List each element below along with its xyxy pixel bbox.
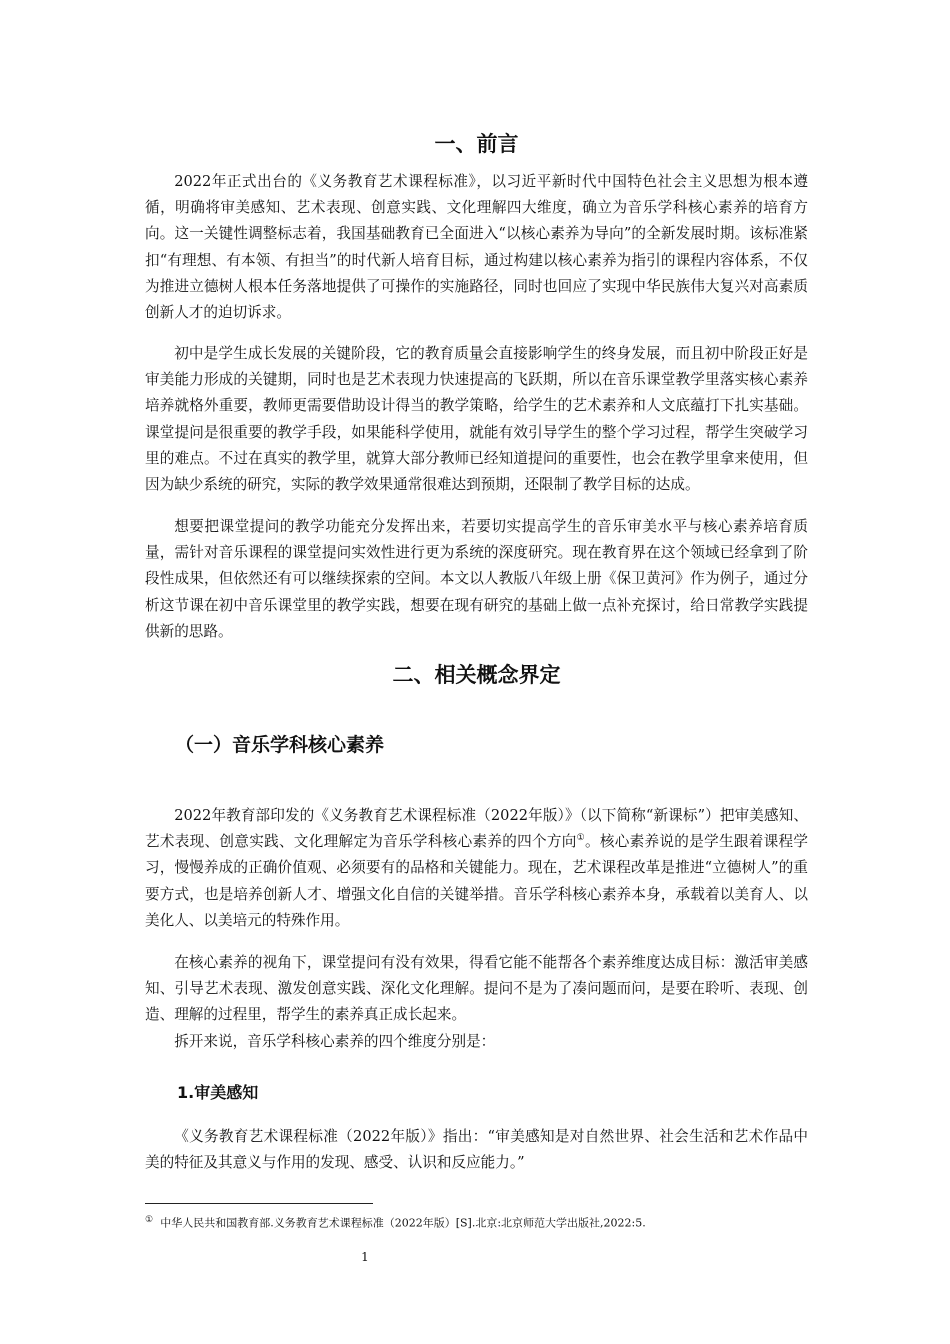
section-title-concepts: 二、相关概念界定 bbox=[392, 663, 561, 687]
section-title-preface: 一、前言 bbox=[434, 132, 519, 156]
paragraph: 在核心素养的视角下，课堂提问有没有效果，得看它能不能帮各个素养维度达成目标：激活审美感知、引导艺术表现、激发创意实践、深化文化理解。提问不是为了凑问题而问，是要在聆听、表现、创造、理解的过程里，帮学生的素养真正成长起来。 bbox=[145, 954, 808, 1024]
paragraph-text: 2022年教育部印发的《义务教育艺术课程标准（2022年版）》（以下简称“新课标”）把审美感知、艺术表现、创意实践、文化理解定为音乐学科核心素养的四个方向 bbox=[145, 807, 808, 851]
footnote bbox=[145, 1212, 808, 1232]
page-number: 1 bbox=[361, 1250, 369, 1264]
paragraph: 初中是学生成长发展的关键阶段，它的教育质量会直接影响学生的终身发展，而且初中阶段正好是审美能力形成的关键期，同时也是艺术表现力快速提高的飞跃期，所以在音乐课堂教学里落实核心素养培养就格外重要，教师更需要借助设计得当的教学策略，给学生的艺术素养和人文底蕴打下扎实基础。课堂提问是很重要的教学手段，如果能科学使用，就能有效引导学生的整个学习过程，帮学生突破学习里的难点。不过在真实的教学里，就算大部分教师已经知道提问的重要性，也会在教学里拿来使用，但因为缺少系统的研究，实际的教学效果通常很难达到预期，还限制了教学目标的达成。 bbox=[145, 345, 808, 494]
paragraph: 拆开来说，音乐学科核心素养的四个维度分别是： bbox=[174, 1033, 496, 1050]
paragraph: 想要把课堂提问的教学功能充分发挥出来，若要切实提高学生的音乐审美水平与核心素养培育质量，需针对音乐课程的课堂提问实效性进行更为系统的深度研究。现在教育界在这个领域已经拿到了阶段性成果，但依然还有可以继续探索的空间。本文以人教版八年级上册《保卫黄河》作为例子，通过分析这节课在初中音乐课堂里的教学实践，想要在现有研究的基础上做一点补充探讨，给日常教学实践提供新的思路。 bbox=[145, 518, 808, 640]
paragraph bbox=[145, 803, 808, 934]
footnote-divider bbox=[145, 1203, 373, 1204]
heading-aesthetic-perception: 1.审美感知 bbox=[177, 1083, 259, 1102]
paragraph-text: 。核心素养说的是学生跟着课程学习，慢慢养成的正确价值观、必须要有的品格和关键能力。现在，艺术课程改革是推进“立德树人”的重要方式，也是培养创新人才、增强文化自信的关键举措。音乐学科核心素养本身，承载着以美育人、以美化人、以美培元的特殊作用。 bbox=[145, 833, 808, 929]
paragraph: 《义务教育艺术课程标准（2022年版）》指出：“审美感知是对自然世界、社会生活和艺术作品中美的特征及其意义与作用的发现、感受、认识和反应能力。” bbox=[145, 1128, 808, 1172]
footnote-reference[interactable]: ① bbox=[576, 833, 585, 844]
footnote-text: 中华人民共和国教育部.义务教育艺术课程标准（2022年版）[S].北京:北京师范大学出版社,2022:5. bbox=[160, 1216, 646, 1230]
footnote-marker: ① bbox=[145, 1214, 154, 1225]
paragraph: 2022年正式出台的《义务教育艺术课程标准》，以习近平新时代中国特色社会主义思想为根本遵循，明确将审美感知、艺术表现、创意实践、文化理解四大维度，确立为音乐学科核心素养的培育方向。这一关键性调整标志着，我国基础教育已全面进入“以核心素养为导向”的全新发展时期。该标准紧扣“有理想、有本领、有担当”的时代新人培育目标，通过构建以核心素养为指引的课程内容体系，不仅为推进立德树人根本任务落地提供了可操作的实施路径，同时也回应了实现中华民族伟大复兴对高素质创新人才的迫切诉求。 bbox=[145, 173, 808, 322]
subsection-title-core-literacy: （一）音乐学科核心素养 bbox=[175, 734, 385, 756]
